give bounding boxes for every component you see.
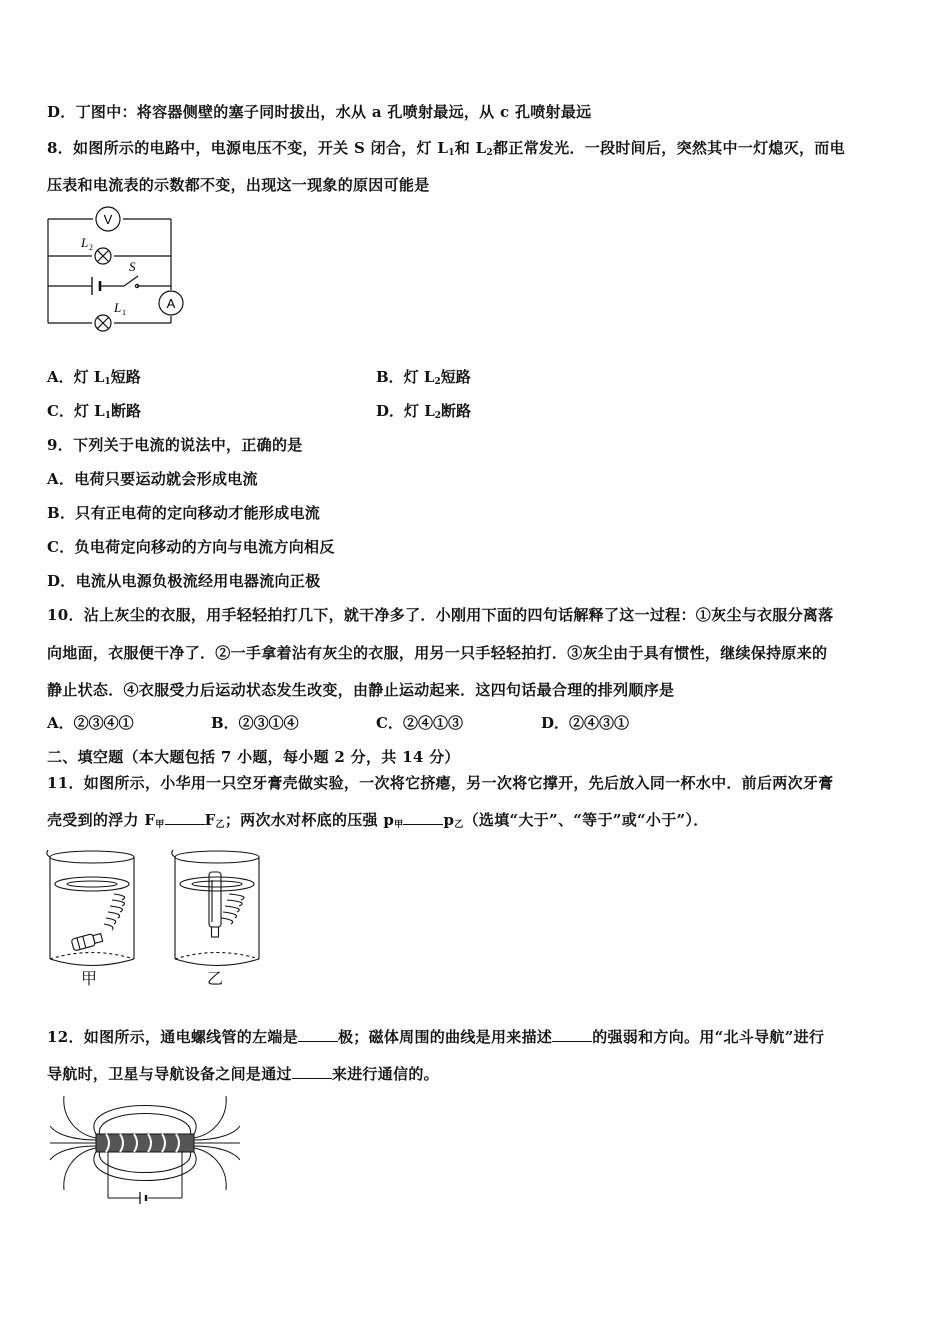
q10-option-c: C．②④①③	[376, 714, 463, 732]
blank-5[interactable]	[292, 1066, 332, 1079]
blank-3[interactable]	[298, 1029, 338, 1042]
l2-label-sub: 2	[89, 243, 93, 252]
q9-option-a: A．电荷只要运动就会形成电流	[47, 470, 258, 488]
q10-stem-line2: 向地面，衣服便干净了．②一手拿着沾有灰尘的衣服，用另一只手轻轻拍打．③灰尘由于具有惯性，继续保持原来的	[47, 644, 828, 662]
q12-stem-line2: 导航时，卫星与导航设备之间是通过 来进行通信的。	[47, 1065, 439, 1083]
q8-option-c: C．灯 $L_1$断路	[47, 402, 141, 421]
switch-label: S	[129, 259, 136, 274]
q10-stem-line3: 静止状态．④衣服受力后运动状态发生改变，由静止运动起来．这四句话最合理的排列顺序是	[47, 681, 675, 699]
q10-option-d: D．②④③①	[541, 714, 630, 732]
q9-option-b: B．只有正电荷的定向移动才能形成电流	[47, 504, 321, 522]
l1-label-sub: 1	[122, 308, 126, 317]
beaker-caption-left: 甲	[81, 969, 98, 988]
q10-stem-line1: 10．沾上灰尘的衣服，用手轻轻拍打几下，就干净多了．小刚用下面的四句话解释了这一过程：①灰尘与衣服分离落	[47, 606, 834, 624]
q11-stem-line2: 壳受到的浮力 $F_甲$ $F_乙$；两次水对杯底的压强 $p_甲$ $p_乙$（选填“大于”、“等于”或“小于”）．	[47, 811, 709, 830]
q10-option-b: B．②③①④	[211, 714, 299, 732]
blank-4[interactable]	[552, 1029, 592, 1042]
q8-option-a: A．灯 $L_1$短路	[47, 368, 141, 387]
q8-option-d: D．灯 $L_2$断路	[376, 402, 472, 421]
q9-stem: 9．下列关于电流的说法中，正确的是	[47, 436, 303, 454]
l1-label: L	[114, 300, 122, 315]
section-2-title: 二、填空题（本大题包括 7 小题，每小题 2 分，共 14 分）	[47, 748, 460, 766]
q12-solenoid-figure	[50, 1096, 240, 1211]
voltmeter-label: V	[103, 212, 113, 227]
q8-stem-line1: 8．如图所示的电路中，电源电压不变，开关 S 闭合，灯 $L_1$和 $L_2$都正常发光．一段时间后，突然其中一灯熄灭，而电	[47, 139, 845, 158]
blank-1[interactable]	[165, 812, 205, 825]
blank-2[interactable]	[403, 812, 443, 825]
q7-option-d: D．丁图中：将容器侧壁的塞子同时拔出，水从 a 孔喷射最远，从 c 孔喷射最远	[47, 103, 592, 121]
q8-stem-line2: 压表和电流表的示数都不变，出现这一现象的原因可能是	[47, 176, 430, 194]
beaker-caption-right: 乙	[207, 969, 224, 988]
l2-label: L	[81, 235, 89, 250]
q11-stem-line1: 11．如图所示，小华用一只空牙膏壳做实验，一次将它挤瘪，另一次将它撑开，先后放入同一杯水中．前后两次牙膏	[47, 774, 834, 792]
ammeter-label: A	[166, 296, 176, 311]
q8-option-b: B．灯 $L_2$短路	[376, 368, 471, 387]
q9-option-c: C．负电荷定向移动的方向与电流方向相反	[47, 538, 335, 556]
q12-stem-line1: 12．如图所示，通电螺线管的左端是 极；磁体周围的曲线是用来描述 的强弱和方向。用“北斗导航”进行	[47, 1028, 825, 1046]
q9-option-d: D．电流从电源负极流经用电器流向正极	[47, 572, 321, 590]
q10-option-a: A．②③④①	[47, 714, 134, 732]
q11-beaker-figure	[42, 842, 272, 992]
q8-circuit-diagram	[40, 200, 190, 335]
